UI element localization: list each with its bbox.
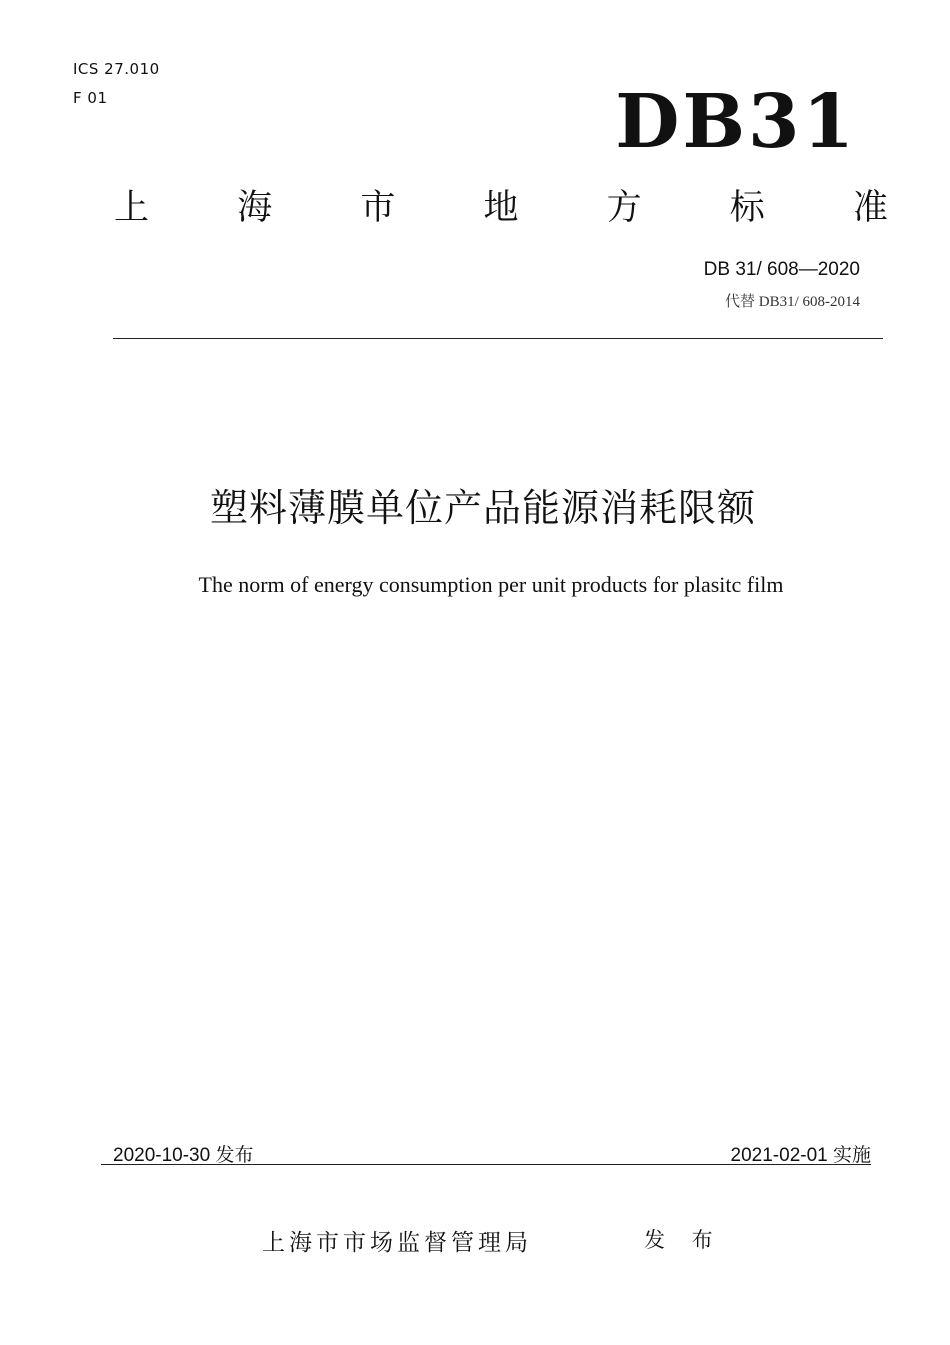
issue-date: 2020-10-30 发布 (113, 1145, 254, 1166)
standard-type-char: 方 (606, 188, 642, 228)
implementation-date: 2021-02-01 实施 (730, 1145, 871, 1166)
standard-type-heading (114, 186, 888, 230)
standard-type-char: 市 (360, 188, 396, 228)
issuing-authority: 上海市市场监督管理局 (262, 1230, 532, 1256)
standard-type-char: 海 (237, 188, 273, 228)
document-title-english: The norm of energy consumption per unit products for plasitc film (198, 572, 784, 597)
standard-number: DB 31/ 608—2020 (703, 259, 860, 280)
replaces-standard: 代替 DB31/ 608-2014 (724, 294, 860, 310)
db31-logo: DB31 (615, 79, 857, 165)
standard-type-char: 地 (483, 188, 519, 228)
standard-type-char: 上 (114, 188, 150, 228)
issue-label: 发 布 (644, 1228, 723, 1252)
standard-type-char: 准 (852, 188, 888, 228)
ccs-code: F 01 (73, 89, 108, 107)
ics-code: ICS 27.010 (73, 60, 160, 78)
top-divider (113, 338, 883, 339)
document-title-chinese: 塑料薄膜单位产品能源消耗限额 (209, 486, 756, 530)
bottom-divider (101, 1164, 871, 1165)
standard-type-char: 标 (729, 188, 765, 228)
